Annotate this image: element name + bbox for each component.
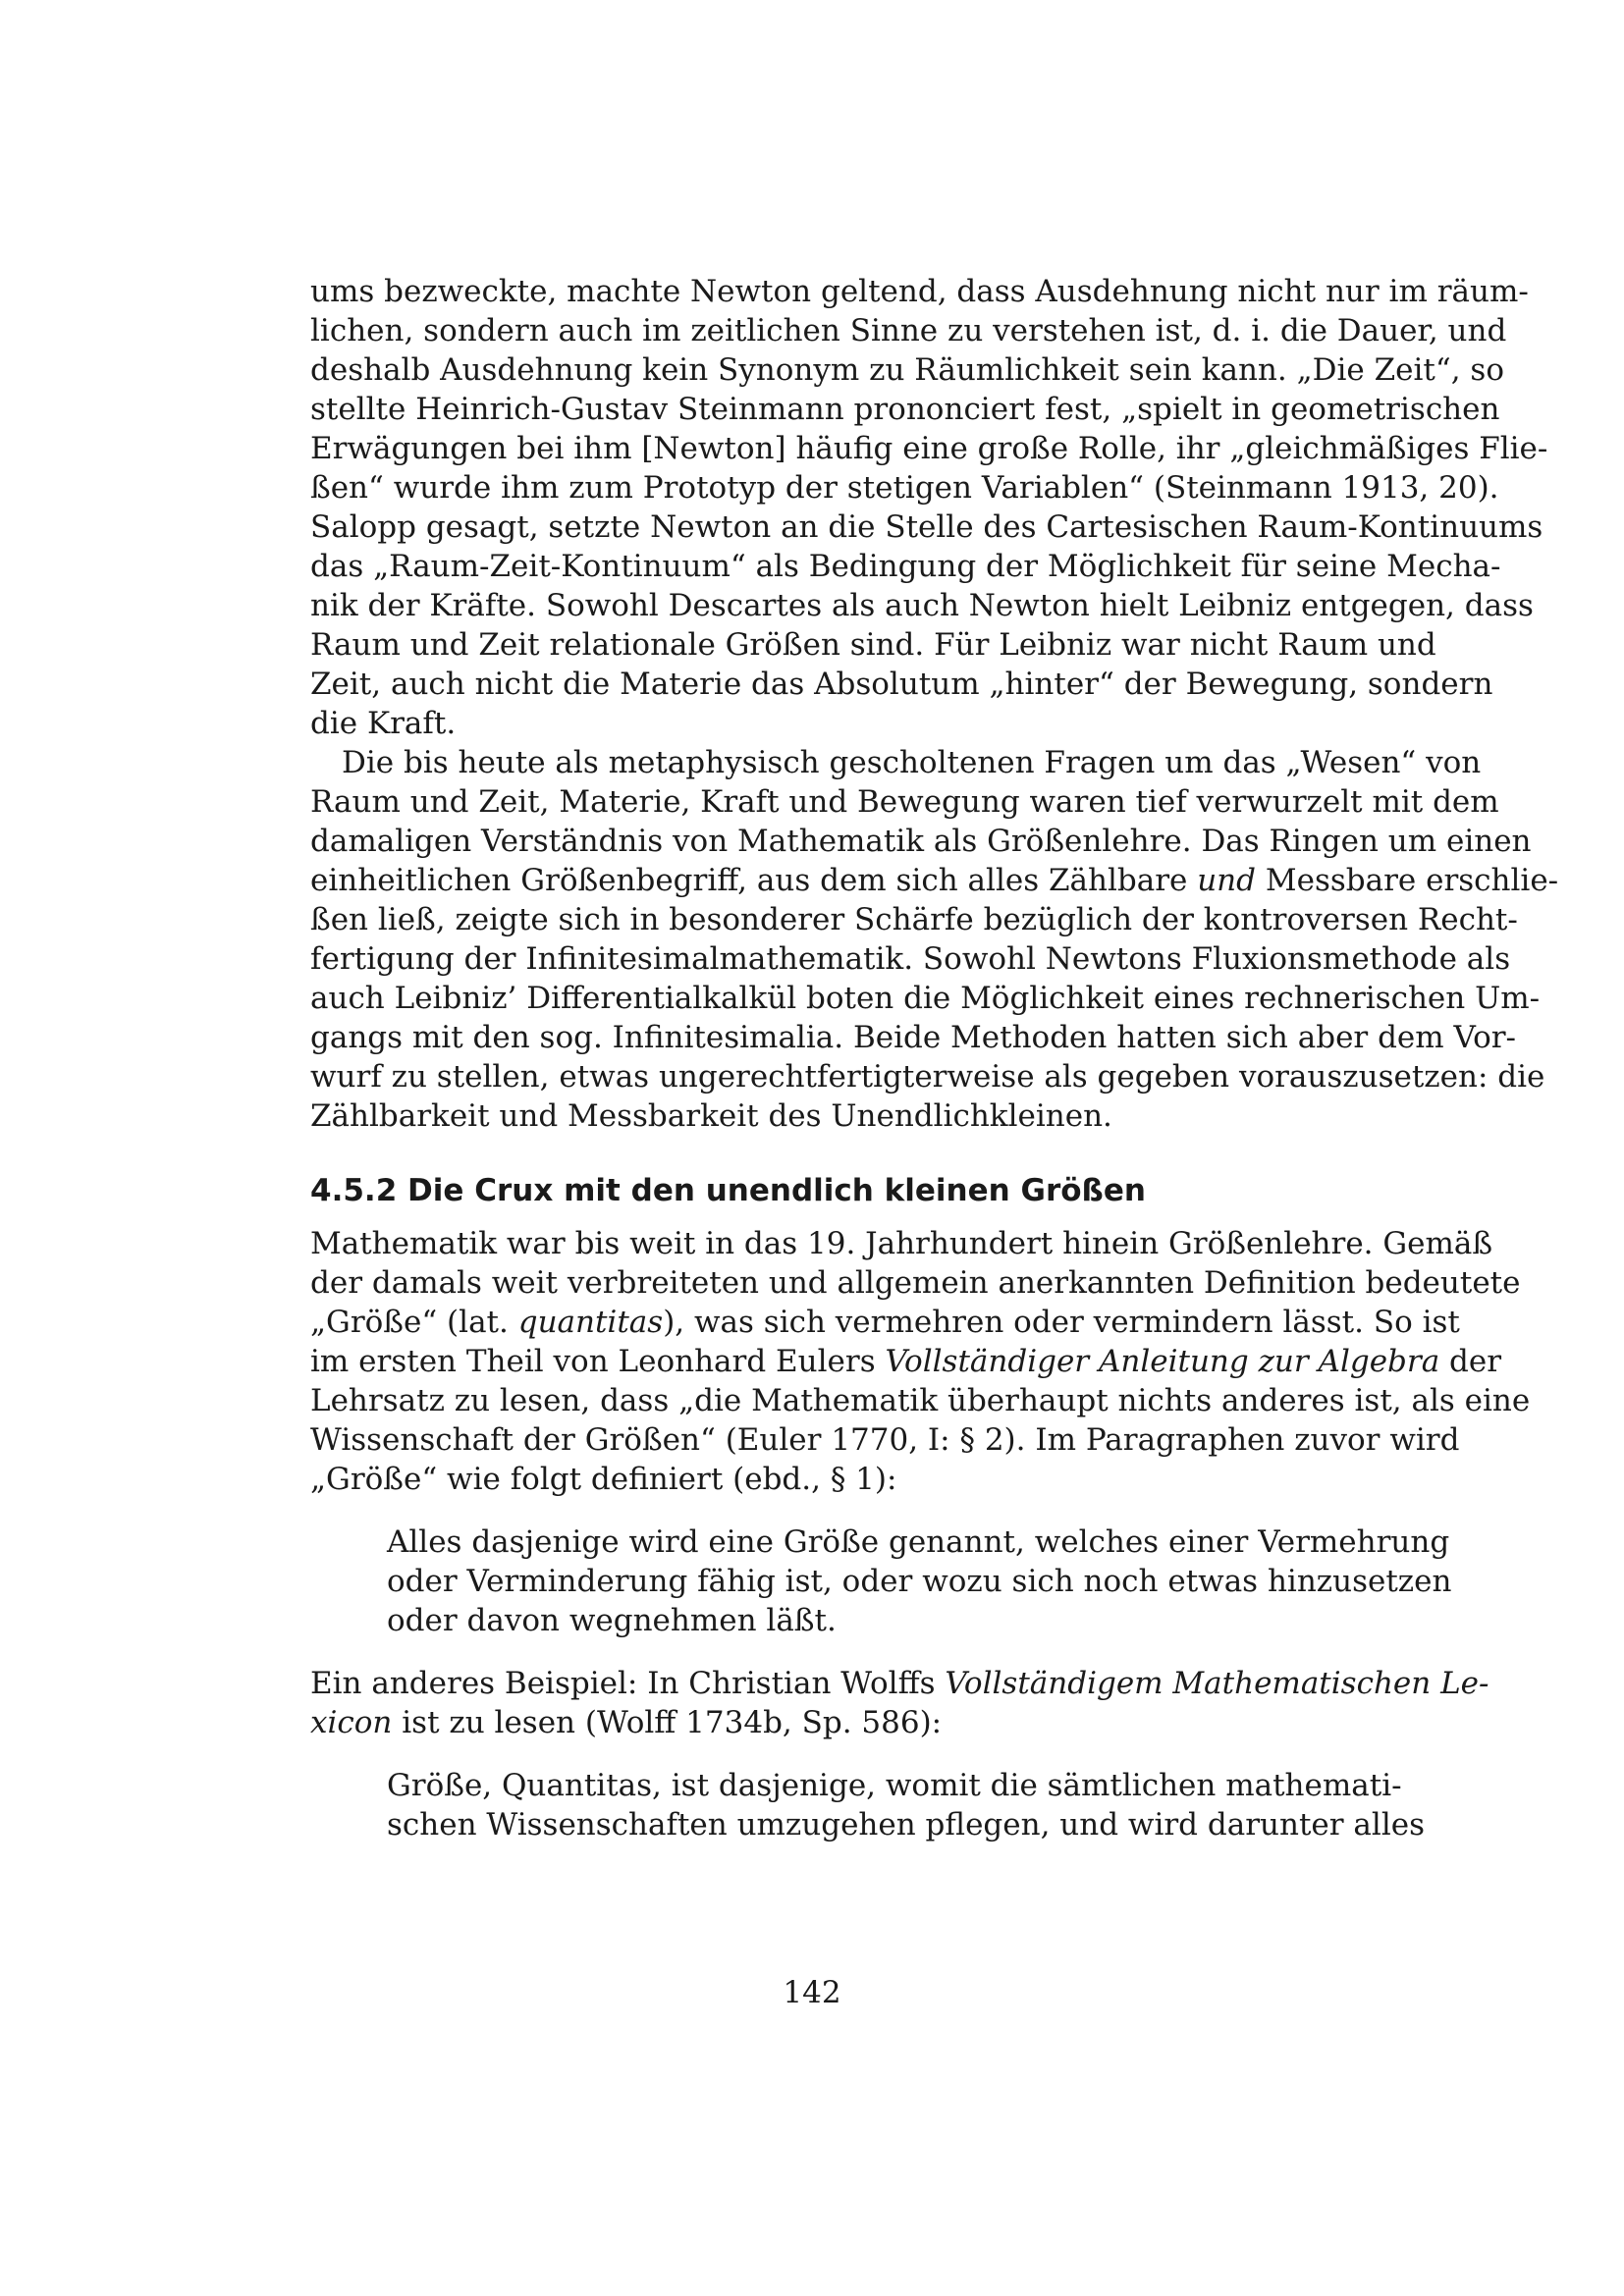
- text-line: „Größe“ wie folgt definiert (ebd., § 1):: [310, 1462, 897, 1497]
- text-run: „Größe“ (lat.: [310, 1305, 518, 1340]
- text-line: ums bezweckte, machte Newton geltend, dass Ausdehnung nicht nur im räum-: [310, 274, 1529, 309]
- quote-line: oder davon wegnehmen läßt.: [387, 1603, 837, 1638]
- section-heading: 4.5.2 Die Crux mit den unendlich kleinen Größen: [310, 1173, 1146, 1208]
- emphasis: und: [1197, 863, 1256, 898]
- block-quote: [310, 1766, 1425, 1844]
- text-line: auch Leibniz’ Differentialkalkül boten die Möglichkeit eines rechnerischen Um-: [310, 981, 1541, 1016]
- text-line: Salopp gesagt, setzte Newton an die Stelle des Cartesischen Raum-Kontinuums: [310, 509, 1543, 545]
- text-line: [310, 861, 1559, 900]
- text-line: damaligen Verständnis von Mathematik als Größenlehre. Das Ringen um einen: [310, 824, 1532, 859]
- text-line: der damals weit verbreiteten und allgemein anerkannten Definition bedeutete: [310, 1265, 1521, 1301]
- text-run: ), was sich vermehren oder vermindern lässt. So ist: [663, 1305, 1460, 1340]
- text-line: Wissenschaft der Größen“ (Euler 1770, I: § 2). Im Paragraphen zuvor wird: [310, 1422, 1460, 1458]
- text-line: Lehrsatz zu lesen, dass „die Mathematik überhaupt nichts anderes ist, als eine: [310, 1383, 1531, 1418]
- quote-line: schen Wissenschaften umzugehen pflegen, und wird darunter alles: [387, 1807, 1425, 1842]
- text-run: Ein anderes Beispiel: In Christian Wolffs: [310, 1666, 946, 1701]
- text-line: Raum und Zeit, Materie, Kraft und Bewegung waren tief verwurzelt mit dem: [310, 784, 1499, 820]
- text-line: fertigung der Infinitesimalmathematik. Sowohl Newtons Fluxionsmethode als: [310, 941, 1511, 977]
- text-line: die Kraft.: [310, 706, 457, 741]
- text-line: Zählbarkeit und Messbarkeit des Unendlichkleinen.: [310, 1098, 1112, 1134]
- quote-line: Größe, Quantitas, ist dasjenige, womit die sämtlichen mathemati-: [387, 1768, 1402, 1803]
- text-line: Mathematik war bis weit in das 19. Jahrhundert hinein Größenlehre. Gemäß: [310, 1226, 1493, 1261]
- text-run: einheitlichen Größenbegriff, aus dem sich alles Zählbare: [310, 863, 1198, 898]
- text-line: ßen ließ, zeigte sich in besonderer Schärfe bezüglich der kontroversen Recht-: [310, 902, 1518, 937]
- text-line: Erwägungen bei ihm [Newton] häufig eine große Rolle, ihr „gleichmäßiges Flie-: [310, 431, 1548, 466]
- text-run: Messbare erschlie-: [1256, 863, 1559, 898]
- text-line: deshalb Ausdehnung kein Synonym zu Räumlichkeit sein kann. „Die Zeit“, so: [310, 352, 1505, 388]
- text-run: im ersten Theil von Leonhard Eulers: [310, 1344, 886, 1379]
- text-line: lichen, sondern auch im zeitlichen Sinne zu verstehen ist, d. i. die Dauer, und: [310, 313, 1507, 348]
- body-text: [310, 272, 1559, 1844]
- text-line: wurf zu stellen, etwas ungerechtfertigterweise als gegeben vorauszusetzen: die: [310, 1059, 1545, 1095]
- text-line: Zeit, auch nicht die Materie das Absolutum „hinter“ der Bewegung, sondern: [310, 667, 1493, 702]
- book-title: xicon: [310, 1705, 393, 1740]
- paragraph: [310, 272, 1548, 743]
- quote-line: oder Verminderung fähig ist, oder wozu sich noch etwas hinzusetzen: [387, 1564, 1452, 1599]
- block-quote: [310, 1522, 1452, 1640]
- book-title: Vollständigem Mathematischen Le-: [945, 1666, 1489, 1701]
- text-line: Raum und Zeit relationale Größen sind. Für Leibniz war nicht Raum und: [310, 627, 1436, 663]
- text-line: gangs mit den sog. Infinitesimalia. Beide Methoden hatten sich aber dem Vor-: [310, 1020, 1517, 1055]
- text-line: [310, 1303, 1460, 1342]
- text-run: der: [1439, 1344, 1502, 1379]
- quote-line: Alles dasjenige wird eine Größe genannt, welches einer Vermehrung: [387, 1524, 1450, 1560]
- text-line: nik der Kräfte. Sowohl Descartes als auch Newton hielt Leibniz entgegen, dass: [310, 588, 1534, 623]
- text-run: ist zu lesen (Wolff 1734b, Sp. 586):: [392, 1705, 943, 1740]
- book-title: Vollständiger Anleitung zur Algebra: [885, 1344, 1440, 1379]
- paragraph: [310, 1664, 1489, 1742]
- text-line: stellte Heinrich-Gustav Steinmann prononciert fest, „spielt in geometrischen: [310, 392, 1500, 427]
- text-line: [310, 1342, 1502, 1381]
- text-line: das „Raum-Zeit-Kontinuum“ als Bedingung der Möglichkeit für seine Mecha-: [310, 549, 1501, 584]
- paragraph: [310, 1224, 1531, 1499]
- text-line: ßen“ wurde ihm zum Prototyp der stetigen Variablen“ (Steinmann 1913, 20).: [310, 470, 1499, 506]
- paragraph: [310, 743, 1559, 1136]
- text-line: [310, 1664, 1489, 1703]
- text-line: Die bis heute als metaphysisch gescholtenen Fragen um das „Wesen“ von: [342, 745, 1482, 780]
- emphasis: quantitas: [517, 1305, 664, 1340]
- text-line: [310, 1703, 1383, 1742]
- page-number: 142: [783, 1975, 841, 2010]
